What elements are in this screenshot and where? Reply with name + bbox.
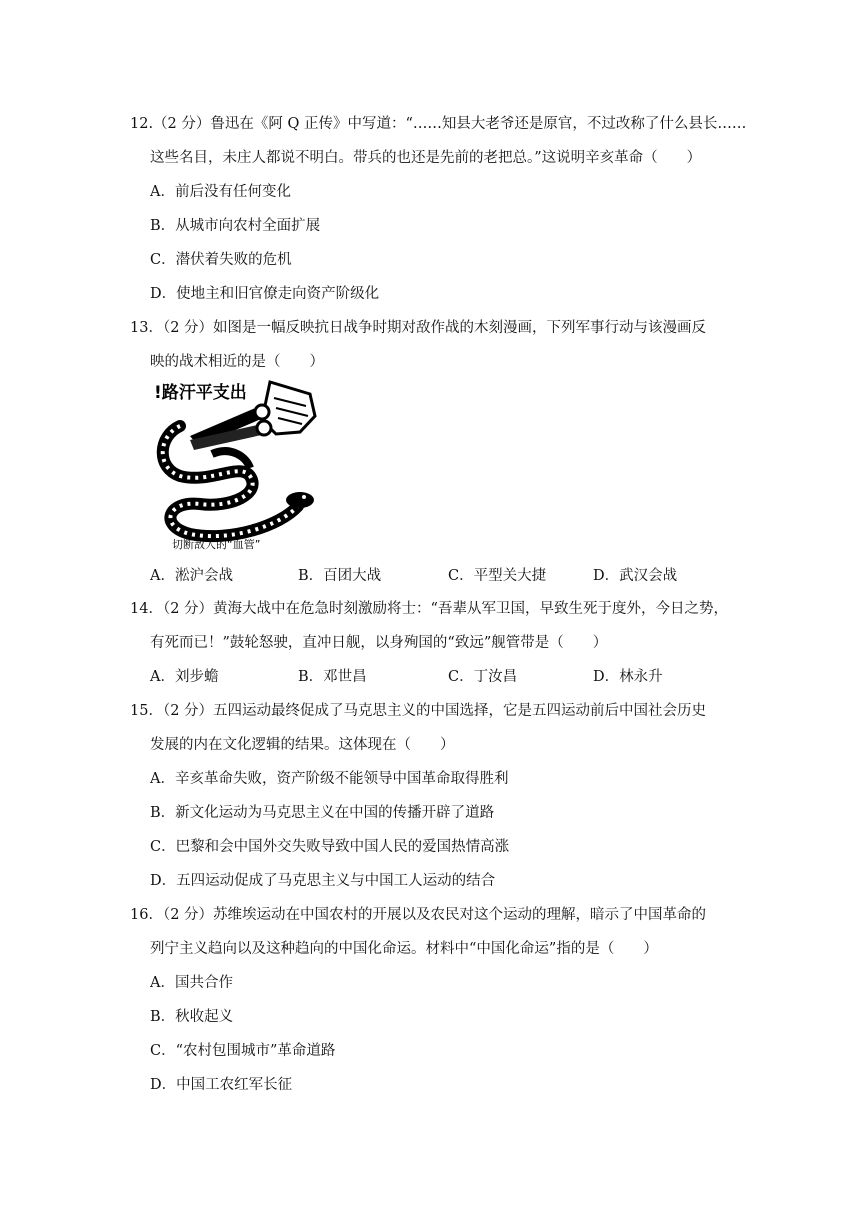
question-14-stem-line1: 14．（2 分）黄海大战中在危急时刻激励将士：“吾辈从军卫国，早致生死于度外，今日之势， [130,601,728,617]
question-13-option-a: A．淞沪会战 [150,568,233,584]
question-14-option-c: C．丁汝昌 [448,669,518,685]
question-13-option-c: C．平型关大捷 [448,568,547,584]
woodcut-top-text: !路汗平支出 [154,383,247,403]
question-12-option-b: B．从城市向农村全面扩展 [150,218,321,234]
question-12-stem-line2: 这些名目，未庄人都说不明白。带兵的也还是先前的老把总。”这说明辛亥革命（ ） [150,150,702,166]
question-16-option-d: D．中国工农红军长征 [150,1077,293,1093]
woodcut-cartoon-image [150,376,320,552]
question-15-stem-line1: 15．（2 分）五四运动最终促成了马克思主义的中国选择，它是五四运动前后中国社会历史 [130,703,707,719]
question-13-option-d: D．武汉会战 [593,568,678,584]
question-14-stem-line2: 有死而已！”鼓轮怒驶，直冲日舰，以身殉国的“致远”舰管带是（ ） [150,635,608,651]
question-13-stem-line2: 映的战术相近的是（ ） [150,354,324,370]
question-14-option-b: B．邓世昌 [298,669,367,685]
question-12-stem-line1: 12.（2 分）鲁迅在《阿 Q 正传》中写道：“……知县大老爷还是原官，不过改称了什么县长…… [130,116,747,132]
question-16-option-a: A．国共合作 [150,975,233,991]
question-12-option-d: D．使地主和旧官僚走向资产阶级化 [150,286,380,302]
question-15-option-a: A．辛亥革命失败，资产阶级不能领导中国革命取得胜利 [150,771,509,787]
question-14-option-a: A．刘步蟾 [150,669,219,685]
question-14-options [150,665,750,687]
question-16-option-c: C．“农村包围城市”革命道路 [150,1043,336,1059]
question-15-option-b: B．新文化运动为马克思主义在中国的传播开辟了道路 [150,805,495,821]
question-13-stem-line1: 13．（2 分）如图是一幅反映抗日战争时期对敌作战的木刻漫画，下列军事行动与该漫画反 [130,320,707,336]
question-12-option-a: A．前后没有任何变化 [150,184,291,200]
question-13-option-b: B．百团大战 [298,568,382,584]
question-12-option-c: C．潜伏着失败的危机 [150,252,292,268]
question-16-option-b: B．秋收起义 [150,1009,234,1025]
scissors-snake-woodcut [150,376,320,552]
question-15-option-c: C．巴黎和会中国外交失败导致中国人民的爱国热情高涨 [150,839,510,855]
question-16-stem-line2: 列宁主义趋向以及这种趋向的中国化命运。材料中“中国化命运”指的是（ ） [150,941,658,957]
woodcut-caption: 切断敌人的“血管” [172,538,261,551]
question-14-option-d: D．林永升 [593,669,663,685]
question-16-stem-line1: 16．（2 分）苏维埃运动在中国农村的开展以及农民对这个运动的理解，暗示了中国革命的 [130,907,707,923]
question-15-stem-line2: 发展的内在文化逻辑的结果。这体现在（ ） [150,737,455,753]
question-15-option-d: D．五四运动促成了马克思主义与中国工人运动的结合 [150,873,496,889]
question-13-options [150,564,750,586]
